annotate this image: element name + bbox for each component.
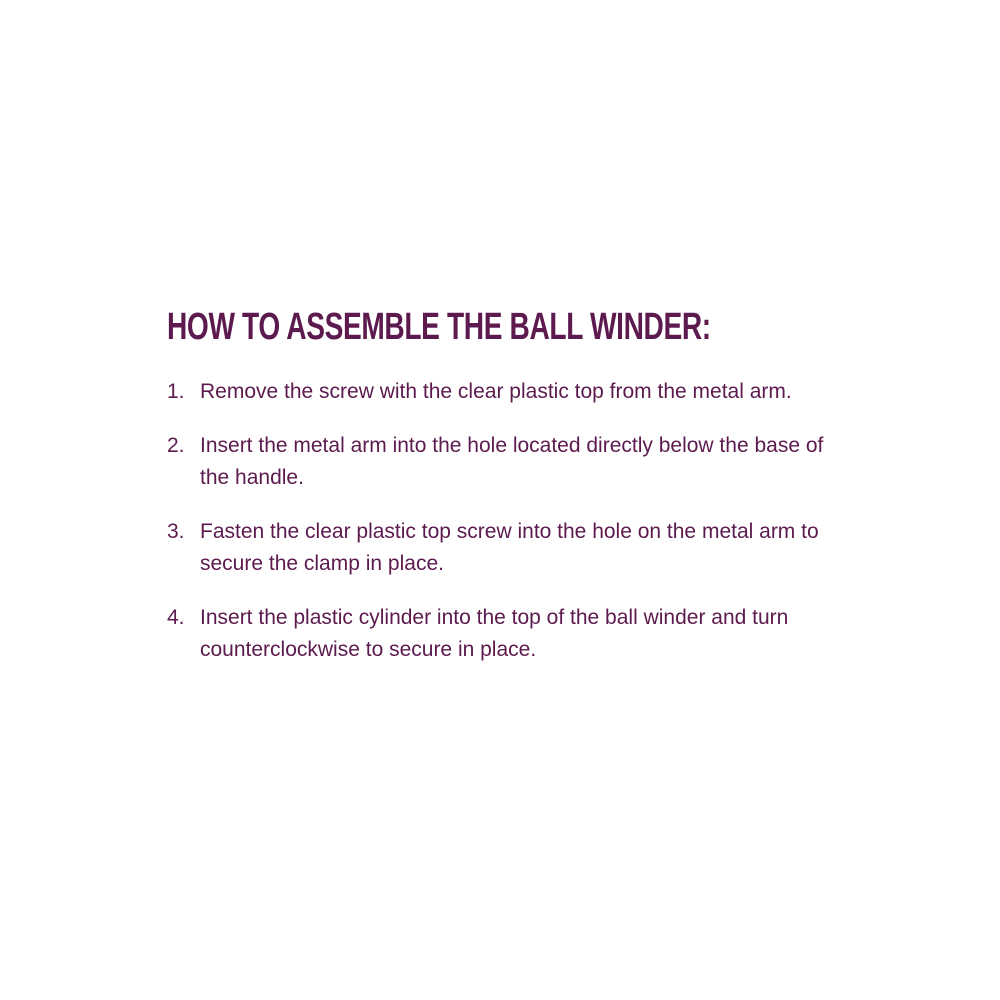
step-number: 4. (167, 606, 185, 629)
steps-list (167, 376, 867, 666)
instructions-heading: HOW TO ASSEMBLE THE BALL WINDER: (167, 306, 711, 348)
step-text: Fasten the clear plastic top screw into the hole on the metal arm to secure the clamp in place. (200, 520, 819, 575)
assembly-instructions (167, 304, 867, 688)
step-number: 2. (167, 434, 185, 457)
list-item-step-4 (167, 602, 867, 666)
step-number: 3. (167, 520, 185, 543)
list-item-step-1 (167, 376, 867, 408)
step-number: 1. (167, 380, 185, 403)
step-text: Insert the plastic cylinder into the top of the ball winder and turn counterclockwise to secure in place. (200, 606, 789, 661)
list-item-step-3 (167, 516, 867, 580)
step-text: Insert the metal arm into the hole located directly below the base of the handle. (200, 434, 824, 489)
list-item-step-2 (167, 430, 867, 494)
step-text: Remove the screw with the clear plastic top from the metal arm. (200, 380, 792, 403)
